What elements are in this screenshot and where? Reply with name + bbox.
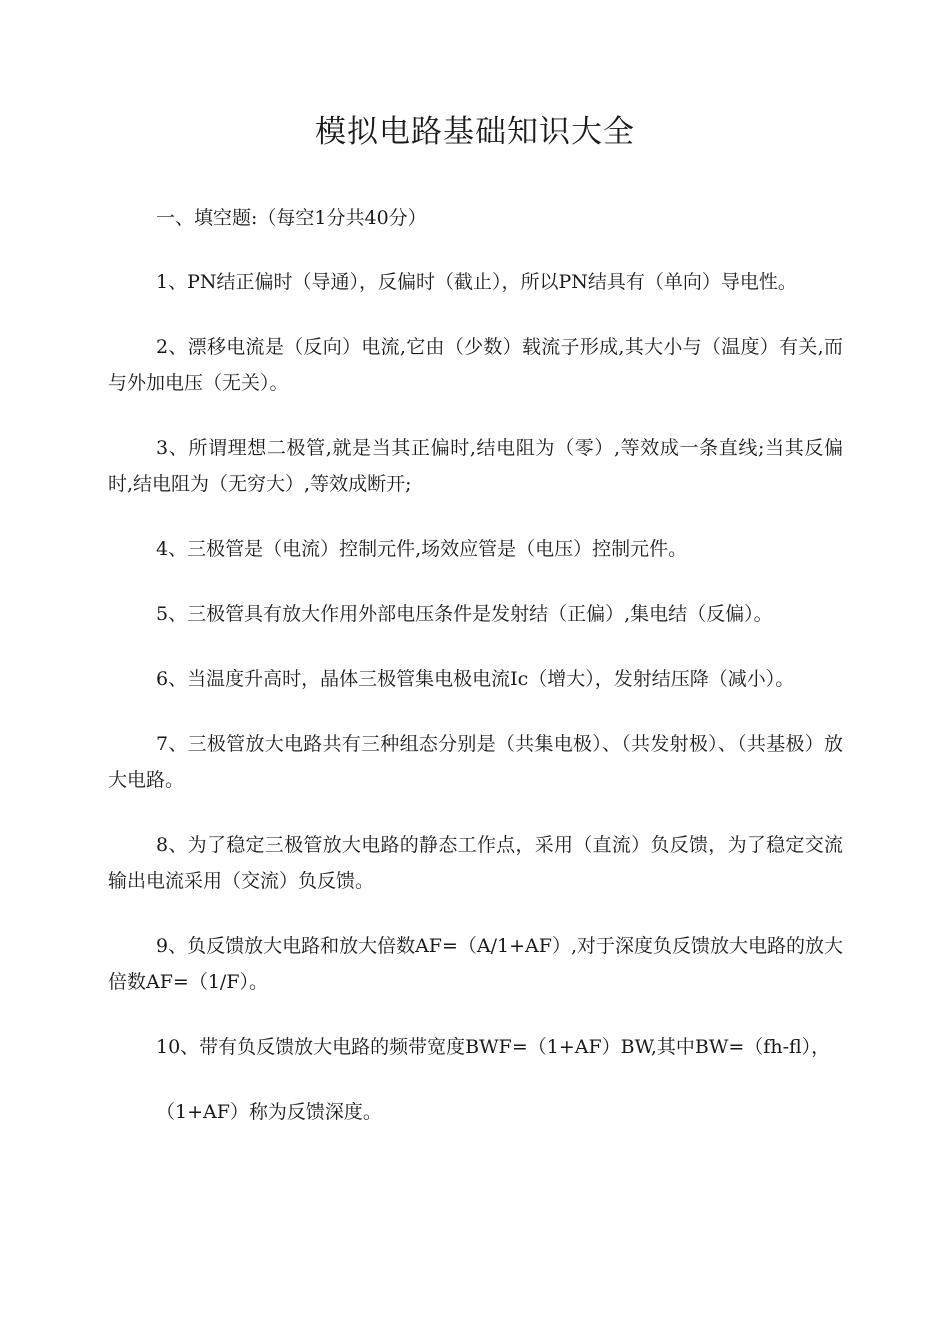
document-title: 模拟电路基础知识大全 xyxy=(315,114,635,150)
question-1: 1、PN结正偏时（导通），反偏时（截止），所以PN结具有（单向）导电性。 xyxy=(156,271,797,293)
question-8: 8、为了稳定三极管放大电路的静态工作点，采用（直流）负反馈，为了稳定交流输出电流采用（交流）负反馈。 xyxy=(108,834,843,892)
question-3: 3、所谓理想二极管,就是当其正偏时,结电阻为（零）,等效成一条直线;当其反偏时,结电阻为（无穷大）,等效成断开; xyxy=(108,437,843,495)
question-2: 2、漂移电流是（反向）电流,它由（少数）载流子形成,其大小与（温度）有关,而与外加电压（无关）。 xyxy=(108,336,843,394)
question-5: 5、三极管具有放大作用外部电压条件是发射结（正偏）,集电结（反偏）。 xyxy=(156,603,773,625)
document-body xyxy=(108,200,843,1159)
question-7: 7、三极管放大电路共有三种组态分别是（共集电极）、（共发射极）、（共基极）放大电路。 xyxy=(108,733,843,791)
question-6: 6、当温度升高时，晶体三极管集电极电流Ic（增大），发射结压降（减小）。 xyxy=(156,668,795,690)
question-10-continued: （1+AF）称为反馈深度。 xyxy=(156,1101,382,1123)
section-heading: 一、填空题:（每空1分共40分） xyxy=(156,207,427,229)
question-9: 9、负反馈放大电路和放大倍数AF=（A/1+AF）,对于深度负反馈放大电路的放大倍数AF=（1/F）。 xyxy=(108,935,843,993)
question-10: 10、带有负反馈放大电路的频带宽度BWF=（1+AF）BW,其中BW=（fh-fl）， xyxy=(156,1036,831,1058)
question-4: 4、三极管是（电流）控制元件,场效应管是（电压）控制元件。 xyxy=(156,538,688,560)
